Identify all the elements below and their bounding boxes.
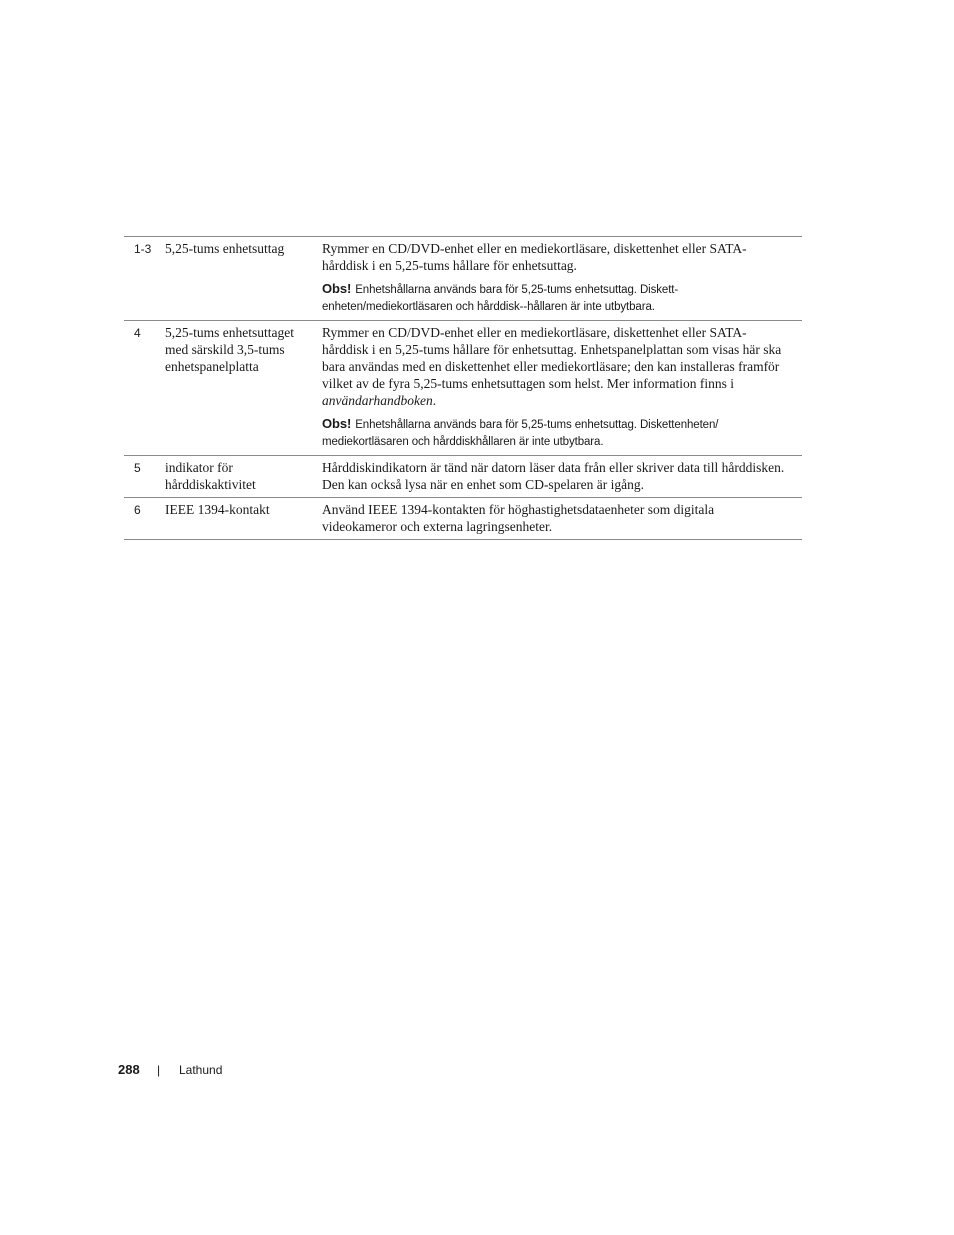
item-description	[322, 459, 792, 493]
item-label: 5,25-tums enhetsuttag	[165, 241, 285, 256]
item-description	[322, 240, 792, 316]
note	[322, 415, 792, 451]
description-text: Rymmer en CD/DVD-enhet eller en mediekortläsare, diskettenhet eller SATA-hårddisk i en 5,25-tums hållare för enhetsuttag.	[322, 241, 747, 273]
note-label: Obs!	[322, 281, 352, 296]
section-title: Lathund	[179, 1063, 223, 1077]
description-text	[322, 324, 792, 409]
description-text: Använd IEEE 1394-kontakten för höghastighetsdataenheter som digitala videokameror och externa lagringsenheter.	[322, 502, 715, 534]
footer-separator: |	[157, 1063, 161, 1077]
note-text: Enhetshållarna används bara för 5,25-tums enhetsuttag. Diskett-enheten/mediekortläsaren och hårddisk--hållaren är inte utbytbara.	[322, 284, 679, 313]
item-label: 5,25-tums enhetsuttaget med särskild 3,5-tums enhetspanelplatta	[165, 325, 294, 374]
table-row	[124, 237, 802, 321]
table-row	[124, 321, 802, 456]
item-number: 4	[134, 326, 141, 340]
table-row	[124, 498, 802, 540]
page-number: 288	[118, 1062, 140, 1077]
note-label: Obs!	[322, 416, 352, 431]
item-description	[322, 324, 792, 451]
description-text: Hårddiskindikatorn är tänd när datorn läser data från eller skriver data till hårddisken. Den kan också lysa när en enhet som CD-spelaren är igång.	[322, 460, 785, 492]
item-label: indikator för hårddiskaktivitet	[165, 460, 256, 492]
note	[322, 280, 792, 316]
item-number: 6	[134, 503, 141, 517]
description-end: .	[432, 393, 437, 408]
note-text: Enhetshållarna används bara för 5,25-tums enhetsuttag. Diskettenheten/ mediekortläsaren och hårddiskhållaren är inte utbytbara.	[322, 419, 719, 448]
item-number: 1-3	[134, 242, 152, 256]
item-number: 5	[134, 461, 141, 475]
table-row	[124, 456, 802, 498]
item-description	[322, 501, 792, 535]
description-main: Rymmer en CD/DVD-enhet eller en mediekortläsare, diskettenhet eller SATA-hårddisk i en 5,25-tums hållare för enhetsuttag. Enhetspanelplattan som visas här ska bara användas med en diskettenhet eller mediekortläsare; den kan installeras framför vilket av de fyra 5,25-tums enhetsuttagen som helst. Mer information finns i	[322, 325, 782, 391]
item-label: IEEE 1394-kontakt	[165, 502, 270, 517]
spec-table	[124, 236, 802, 540]
manual-reference: användarhandboken	[322, 393, 433, 408]
